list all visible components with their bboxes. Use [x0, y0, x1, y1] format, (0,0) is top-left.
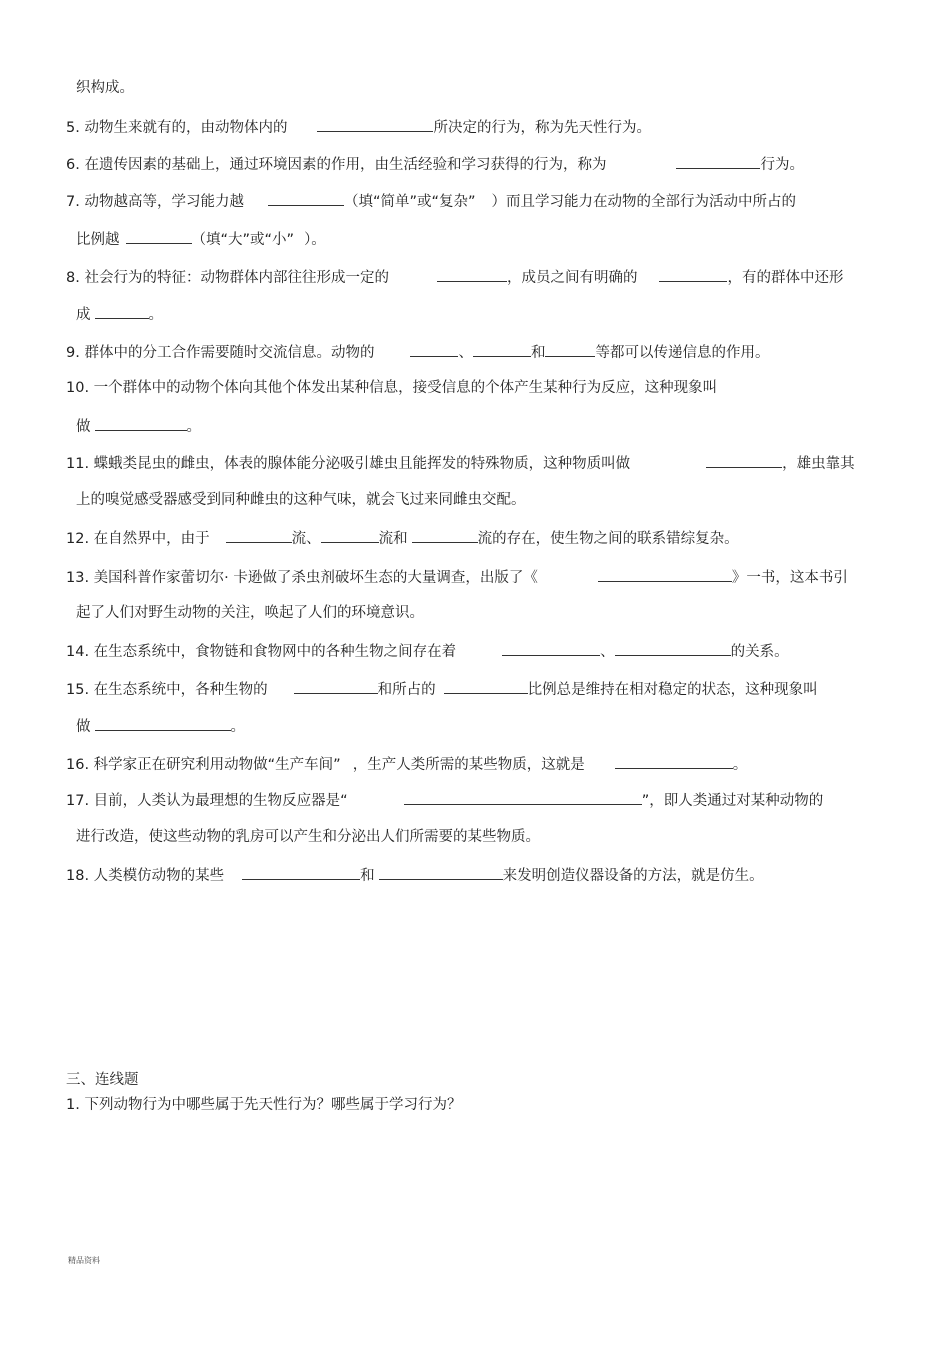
answer-blank[interactable]: [444, 678, 528, 694]
answer-blank[interactable]: [321, 527, 379, 543]
question-7-cont: 比例越 （填“大”或“小” ）。: [76, 228, 326, 250]
question-14: 14. 在生态系统中，食物链和食物网中的各种生物之间存在着 、 的关系。: [66, 640, 789, 662]
section-3-question-1: 1. 下列动物行为中哪些属于先天性行为？哪些属于学习行为？: [66, 1097, 462, 1113]
answer-blank[interactable]: [242, 864, 360, 880]
answer-blank[interactable]: [317, 116, 433, 132]
answer-blank[interactable]: [473, 341, 531, 357]
answer-blank[interactable]: [294, 678, 378, 694]
answer-blank[interactable]: [676, 153, 760, 169]
answer-blank[interactable]: [95, 303, 149, 319]
section-3-heading: 三、连线题: [66, 1072, 139, 1088]
question-10: 10. 一个群体中的动物个体向其他个体发出某种信息，接受信息的个体产生某种行为反应，这种现象叫: [66, 380, 718, 396]
answer-blank[interactable]: [615, 640, 731, 656]
answer-blank[interactable]: [598, 566, 732, 582]
answer-blank[interactable]: [268, 190, 344, 206]
question-17: 17. 目前，人类认为最理想的生物反应器是“ ”，即人类通过对某种动物的: [66, 789, 823, 811]
question-18: 18. 人类模仿动物的某些 和 来发明创造仪器设备的方法，就是仿生。: [66, 864, 764, 886]
question-11-cont: 上的嗅觉感受器感受到同种雌虫的这种气味，就会飞过来同雌虫交配。: [76, 492, 526, 508]
footer-text: 精品资料: [68, 1256, 100, 1265]
answer-blank[interactable]: [437, 266, 507, 282]
question-9: 9. 群体中的分工合作需要随时交流信息。动物的 、 和 等都可以传递信息的作用。: [66, 341, 769, 363]
question-16: 16. 科学家正在研究利用动物做“生产车间” ，生产人类所需的某些物质，这就是 。: [66, 753, 747, 775]
answer-blank[interactable]: [95, 715, 231, 731]
question-6: 6. 在遗传因素的基础上，通过环境因素的作用，由生活经验和学习获得的行为，称为 行为。: [66, 153, 804, 175]
answer-blank[interactable]: [404, 789, 642, 805]
question-15: 15. 在生态系统中，各种生物的 和所占的 比例总是维持在相对稳定的状态，这种现象叫: [66, 678, 818, 700]
answer-blank[interactable]: [410, 341, 458, 357]
text-line: 织构成。: [76, 80, 134, 96]
question-13-cont: 起了人们对野生动物的关注，唤起了人们的环境意识。: [76, 605, 424, 621]
question-10-cont: 做 。: [76, 415, 201, 437]
question-8: 8. 社会行为的特征：动物群体内部往往形成一定的 ，成员之间有明确的 ，有的群体中还形: [66, 266, 843, 288]
question-12: 12. 在自然界中，由于 流、 流和 流的存在，使生物之间的联系错综复杂。: [66, 527, 739, 549]
question-15-cont: 做 。: [76, 715, 245, 737]
question-8-cont: 成 。: [76, 303, 163, 325]
answer-blank[interactable]: [615, 753, 733, 769]
question-17-cont: 进行改造，使这些动物的乳房可以产生和分泌出人们所需要的某些物质。: [76, 829, 540, 845]
answer-blank[interactable]: [706, 452, 782, 468]
answer-blank[interactable]: [95, 415, 187, 431]
answer-blank[interactable]: [659, 266, 727, 282]
answer-blank[interactable]: [502, 640, 600, 656]
question-13: 13. 美国科普作家蕾切尔· 卡逊做了杀虫剂破坏生态的大量调查，出版了《 》一书，这本书引: [66, 566, 848, 588]
question-11: 11. 蝶蛾类昆虫的雌虫，体表的腺体能分泌吸引雄虫且能挥发的特殊物质，这种物质叫做 ，雄虫靠其: [66, 452, 855, 474]
answer-blank[interactable]: [126, 228, 192, 244]
answer-blank[interactable]: [545, 341, 595, 357]
answer-blank[interactable]: [379, 864, 503, 880]
question-5: 5. 动物生来就有的，由动物体内的 所决定的行为，称为先天性行为。: [66, 116, 651, 138]
answer-blank[interactable]: [412, 527, 478, 543]
question-7: 7. 动物越高等，学习能力越 （填“简单”或“复杂” ）而且学习能力在动物的全部行为活动中所占的: [66, 190, 796, 212]
answer-blank[interactable]: [226, 527, 292, 543]
